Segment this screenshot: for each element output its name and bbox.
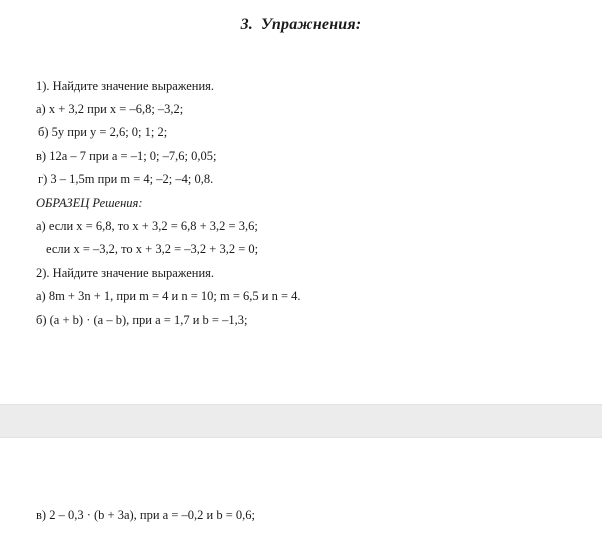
exercise-1d: г) 3 – 1,5m при m = 4; –2; –4; 0,8.	[38, 172, 214, 186]
exercise-2b: б) (a + b) · (a – b), при a = 1,7 и b = –1,3;	[36, 313, 248, 327]
exercise-2c: в) 2 – 0,3 · (b + 3a), при a = –0,2 и b = 0,6;	[36, 508, 255, 522]
section-title	[0, 16, 602, 34]
exercise-1c: в) 12a – 7 при a = –1; 0; –7,6; 0,05;	[36, 149, 217, 163]
section-number: 3.	[240, 16, 254, 33]
exercise-2a: а) 8m + 3n + 1, при m = 4 и n = 10; m = 6,5 и n = 4.	[36, 289, 301, 303]
sample-solution-b: если x = –3,2, то x + 3,2 = –3,2 + 3,2 = 0;	[46, 242, 259, 256]
sample-solution-a: а) если x = 6,8, то x + 3,2 = 6,8 + 3,2 = 3,6;	[36, 219, 258, 233]
section-heading: Упражнения:	[261, 16, 362, 33]
document-page-2	[0, 438, 602, 554]
exercise-1a: а) x + 3,2 при x = –6,8; –3,2;	[36, 102, 184, 116]
exercise-1b: б) 5y при y = 2,6; 0; 1; 2;	[38, 125, 168, 139]
exercise-1-heading: 1). Найдите значение выражения.	[36, 79, 215, 93]
page-separator	[0, 404, 602, 438]
sample-solution-heading: ОБРАЗЕЦ Решения:	[36, 196, 143, 210]
exercise-2-heading: 2). Найдите значение выражения.	[36, 266, 215, 280]
